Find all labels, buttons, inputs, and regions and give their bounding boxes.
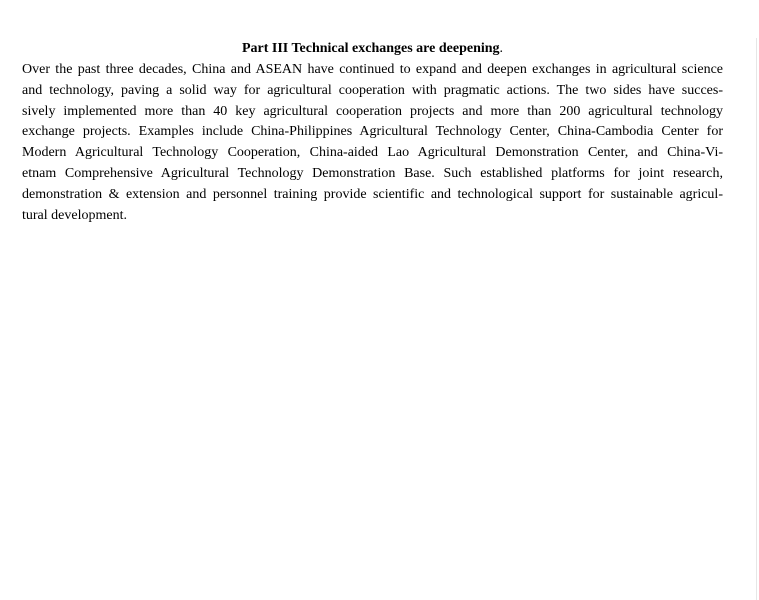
section-heading-text: Part III Technical exchanges are deepening [241, 41, 500, 56]
section-heading [0, 40, 745, 58]
paragraph-line: and technology, paving a solid way for agricultural cooperation with pragmatic actions. The two sides have succes- [22, 82, 723, 98]
paragraph-line: Over the past three decades, China and ASEAN have continued to expand and deepen exchanges in agricultural science [22, 62, 723, 77]
paragraph-line: etnam Comprehensive Agricultural Technology Demonstration Base. Such established platforms for joint research, [22, 165, 723, 181]
body-paragraph [22, 60, 723, 226]
paragraph-line: tural development. [22, 207, 127, 223]
paragraph-line: Modern Agricultural Technology Cooperation, China-aided Lao Agricultural Demonstration Center, and China-Vi- [22, 145, 723, 161]
paragraph-line: sively implemented more than 40 key agricultural cooperation projects and more than 200 agricultural technology [22, 103, 723, 119]
section-heading-period: . [499, 41, 504, 56]
paragraph-line: exchange projects. Examples include China-Philippines Agricultural Technology Center, China-Cambodia Center for [22, 124, 723, 140]
paragraph-line: demonstration & extension and personnel training provide scientific and technological support for sustainable agricul- [22, 186, 723, 202]
page-edge-divider [756, 38, 757, 600]
